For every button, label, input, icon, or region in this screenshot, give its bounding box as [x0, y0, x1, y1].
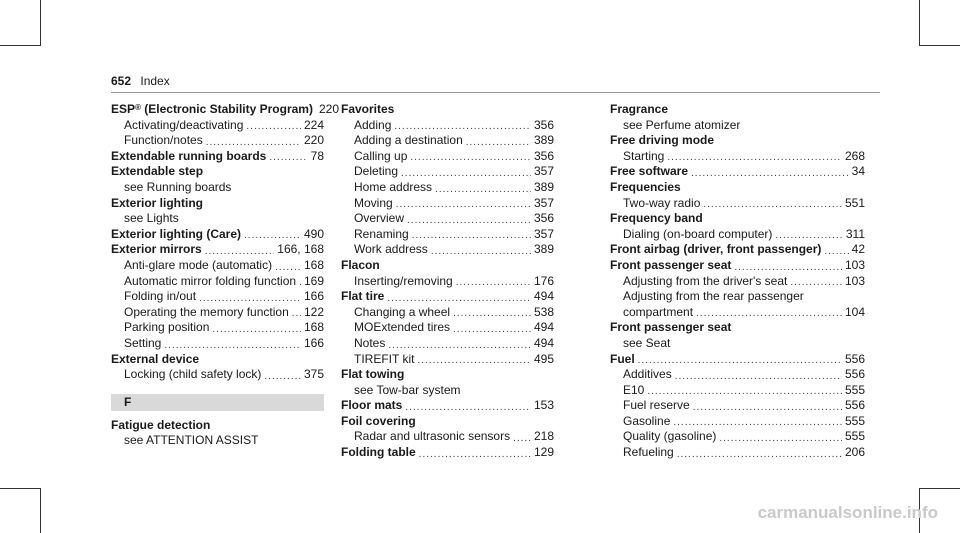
entry-term [341, 102, 394, 118]
leader-dots [667, 152, 842, 164]
entry-term [341, 289, 384, 305]
index-subentry [111, 367, 324, 383]
entry-term-text: Automatic mirror folding function [124, 273, 297, 288]
entry-term-text: Dialing (on-board computer) [623, 226, 773, 241]
page-reference: 551 [844, 195, 865, 210]
crop-mark [40, 488, 41, 533]
index-subentry [111, 274, 324, 290]
index-subentry [111, 258, 324, 274]
leader-dots [691, 168, 849, 180]
entry-term [354, 305, 450, 321]
entry-term [341, 258, 380, 274]
see-reference: see Tow-bar system [354, 382, 461, 397]
leader-dots [405, 402, 531, 414]
entry-term [354, 196, 393, 212]
entry-term [623, 227, 772, 243]
entry-term-text: Front airbag (driver, front passenger) [610, 242, 822, 257]
page-reference: 122 [303, 304, 324, 319]
index-entry [610, 102, 865, 118]
entry-term-text: Fuel [610, 351, 635, 366]
index-entry [111, 164, 324, 180]
entry-term-text: (Electronic Stability Program) [140, 102, 313, 116]
entry-term-text: Function/notes [124, 133, 203, 148]
leader-dots [396, 199, 531, 211]
entry-term-text: Folding table [341, 445, 416, 460]
index-subentry [341, 211, 554, 227]
leader-dots [164, 340, 301, 352]
entry-term [124, 118, 243, 134]
entry-term-text: E10 [623, 382, 645, 397]
leader-dots [419, 449, 531, 461]
leader-dots [675, 371, 842, 383]
index-subentry [341, 305, 554, 321]
entry-term [341, 414, 416, 430]
index-subentry [111, 336, 324, 352]
page-reference: 153 [533, 398, 554, 413]
page-reference: 268 [844, 148, 865, 163]
leader-dots [673, 417, 842, 429]
entry-term-text: Exterior lighting [111, 195, 204, 210]
entry-term [623, 305, 693, 321]
entry-term-text: Extendable step [111, 164, 204, 179]
entry-term [354, 211, 404, 227]
index-subentry [610, 274, 865, 290]
leader-dots [647, 386, 842, 398]
entry-term-text: Adding a destination [354, 133, 463, 148]
index-subentry [341, 274, 554, 290]
leader-dots [703, 199, 842, 211]
crop-mark [919, 0, 920, 46]
entry-term-text: Work address [354, 242, 428, 257]
leader-dots [513, 433, 531, 445]
leader-dots [431, 246, 531, 258]
entry-term-text: Parking position [124, 320, 210, 335]
index-entry [111, 227, 324, 243]
entry-term-text: Operating the memory function [124, 304, 289, 319]
page-reference: 166 [303, 335, 324, 350]
page-reference: 129 [533, 445, 554, 460]
entry-term [354, 164, 398, 180]
leader-dots [275, 262, 301, 274]
leader-dots [453, 308, 531, 320]
page-reference: 375 [303, 367, 324, 382]
entry-term [610, 180, 681, 196]
page-reference: 490 [303, 226, 324, 241]
entry-term [124, 305, 289, 321]
entry-term-text: MOExtended tires [354, 320, 451, 335]
index-entry [111, 418, 324, 434]
leader-dots [435, 184, 531, 196]
entry-term-text: Exterior mirrors [111, 242, 202, 257]
leader-dots [775, 230, 842, 242]
entry-term-text: Adjusting from the driver's seat [623, 273, 788, 288]
entry-term-text: Front passenger seat [610, 320, 732, 335]
leader-dots [790, 277, 842, 289]
entry-term-text: Free software [610, 164, 689, 179]
entry-term [354, 149, 407, 165]
page-number: 652 [111, 74, 132, 88]
entry-term-text: Free driving mode [610, 133, 715, 148]
entry-term [111, 164, 203, 180]
page-reference: 218 [533, 429, 554, 444]
index-subentry [341, 352, 554, 368]
index-subentry [341, 133, 554, 149]
entry-term [124, 274, 296, 290]
page-reference: 538 [533, 304, 554, 319]
see-reference: see Perfume atomizer [623, 117, 741, 132]
entry-term [623, 429, 716, 445]
page-reference: 357 [533, 195, 554, 210]
page-reference: 555 [844, 413, 865, 428]
index-entry [341, 102, 554, 118]
index-subentry [610, 227, 865, 243]
index-entry [610, 258, 865, 274]
watermark: carmanualsonline.info [757, 503, 938, 522]
index-entry [341, 289, 554, 305]
index-subentry [341, 242, 554, 258]
index-subentry [610, 414, 865, 430]
page-reference: 168 [303, 257, 324, 272]
index-subentry [610, 149, 865, 165]
leader-dots [677, 449, 842, 461]
page-title: Index [140, 74, 170, 88]
entry-term [111, 196, 203, 212]
page-reference: 356 [533, 211, 554, 226]
section-letter: F [111, 394, 324, 411]
entry-term [111, 149, 266, 165]
page-reference: 220 [303, 133, 324, 148]
entry-term-text: Flat towing [341, 367, 405, 382]
page-reference: 555 [844, 429, 865, 444]
entry-term-text: Floor mats [341, 398, 403, 413]
page-reference: 389 [533, 242, 554, 257]
leader-dots [212, 324, 301, 336]
page-reference: 311 [845, 226, 865, 241]
leader-dots [696, 308, 842, 320]
leader-dots [638, 355, 842, 367]
entry-term [341, 398, 402, 414]
leader-dots [205, 246, 275, 258]
entry-term [610, 242, 821, 258]
entry-term [610, 102, 668, 118]
page-reference: 103 [844, 273, 865, 288]
crop-mark [920, 45, 960, 46]
entry-term-text: Deleting [354, 164, 399, 179]
entry-term [610, 133, 714, 149]
entry-term-text: Moving [354, 195, 393, 210]
page-reference: 495 [533, 351, 554, 366]
index-subentry [111, 305, 324, 321]
page-reference: 356 [533, 117, 554, 132]
entry-term [124, 133, 203, 149]
index-entry [111, 352, 324, 368]
leader-dots [394, 121, 531, 133]
header-divider [111, 92, 880, 93]
leader-dots [388, 340, 531, 352]
entry-term-text: External device [111, 351, 200, 366]
index-entry [610, 133, 865, 149]
page-reference: 103 [844, 257, 865, 272]
entry-term-text: compartment [623, 304, 694, 319]
page-reference: 357 [533, 164, 554, 179]
entry-term [354, 336, 385, 352]
leader-dots [417, 355, 531, 367]
entry-term [623, 149, 664, 165]
index-entry [341, 398, 554, 414]
leader-dots [299, 277, 301, 289]
entry-term-text: Radar and ultrasonic sensors [354, 429, 511, 444]
page-reference: 78 [310, 148, 324, 163]
entry-term-text: Frequencies [610, 179, 681, 194]
leader-dots [719, 433, 842, 445]
entry-term-text: Anti-glare mode (automatic) [124, 257, 273, 272]
index-subentry [341, 320, 554, 336]
page-reference: 389 [533, 179, 554, 194]
entry-term-text: Extendable running boards [111, 148, 267, 163]
index-entry [610, 164, 865, 180]
page-reference: 556 [844, 367, 865, 382]
entry-term [354, 274, 453, 290]
leader-dots [264, 371, 301, 383]
entry-term [341, 445, 416, 461]
entry-term-text: ESP [111, 102, 136, 116]
entry-term [111, 102, 313, 118]
entry-term [111, 418, 210, 434]
see-reference: see Seat [623, 335, 671, 350]
entry-term [354, 352, 414, 368]
leader-dots [206, 137, 301, 149]
entry-term-text: Frequency band [610, 211, 703, 226]
index-subentry [341, 196, 554, 212]
index-subentry [111, 289, 324, 305]
entry-term-text: Flat tire [341, 289, 385, 304]
page-reference: 220 [318, 102, 339, 116]
leader-dots [824, 246, 848, 258]
entry-term-text: Inserting/removing [354, 273, 453, 288]
index-column-1 [111, 102, 339, 449]
leader-dots [244, 230, 301, 242]
crop-mark [40, 0, 41, 46]
index-subentry [111, 320, 324, 336]
crop-mark [920, 488, 960, 489]
index-entry [341, 258, 554, 274]
leader-dots [453, 324, 531, 336]
page-reference: 556 [844, 351, 865, 366]
index-subentry [341, 336, 554, 352]
entry-term [623, 414, 670, 430]
index-entry [610, 320, 865, 336]
leader-dots [292, 308, 301, 320]
entry-term [354, 429, 510, 445]
see-reference: see ATTENTION ASSIST [124, 433, 259, 448]
entry-term-text: TIREFIT kit [354, 351, 415, 366]
page-reference: 494 [533, 320, 554, 335]
entry-term [354, 227, 409, 243]
index-column-3 [610, 102, 865, 461]
page-reference: 357 [533, 226, 554, 241]
index-subentry [610, 367, 865, 383]
leader-dots [456, 277, 531, 289]
entry-term [610, 320, 731, 336]
leader-dots [387, 293, 531, 305]
entry-term-text: Refueling [623, 445, 674, 460]
index-entry [111, 149, 324, 165]
entry-term-text: Starting [623, 148, 665, 163]
leader-dots [269, 152, 307, 164]
entry-term [623, 274, 787, 290]
entry-term-text: Home address [354, 179, 433, 194]
index-subentry [610, 398, 865, 414]
entry-term [341, 367, 404, 383]
page-reference: 42 [851, 242, 865, 257]
see-reference: see Running boards [124, 179, 232, 194]
entry-term-text: Activating/deactivating [124, 117, 244, 132]
index-subentry [111, 133, 324, 149]
leader-dots [734, 262, 842, 274]
entry-term [124, 289, 196, 305]
entry-term-text: Adding [354, 117, 392, 132]
entry-term-text: Foil covering [341, 413, 416, 428]
entry-term [623, 367, 672, 383]
index-subentry [341, 180, 554, 196]
entry-term [354, 118, 391, 134]
entry-term [111, 242, 202, 258]
leader-dots [412, 230, 531, 242]
entry-term [124, 367, 261, 383]
entry-term [354, 320, 450, 336]
entry-term-text: Two-way radio [623, 195, 701, 210]
entry-term-text: Locking (child safety lock) [124, 367, 262, 382]
entry-term-text: Notes [354, 335, 386, 350]
index-entry [111, 242, 324, 258]
entry-term [610, 164, 688, 180]
index-subentry [610, 383, 865, 399]
index-subentry [111, 118, 324, 134]
leader-dots [246, 121, 301, 133]
entry-term [354, 242, 428, 258]
entry-term [623, 383, 644, 399]
page-header [111, 74, 170, 88]
entry-term-text: Renaming [354, 226, 409, 241]
entry-term [354, 133, 463, 149]
index-subentry [610, 196, 865, 212]
page-reference: 356 [533, 148, 554, 163]
page-reference: 169 [303, 273, 324, 288]
entry-term-text: Setting [124, 335, 162, 350]
entry-term [623, 196, 700, 212]
index-entry [610, 242, 865, 258]
index-entry [610, 180, 865, 196]
index-entry [610, 352, 865, 368]
index-entry [341, 414, 554, 430]
entry-term-text: Calling up [354, 148, 408, 163]
entry-term [610, 211, 703, 227]
index-subentry [341, 149, 554, 165]
entry-term [610, 352, 635, 368]
entry-term-text: Gasoline [623, 413, 671, 428]
index-subentry [341, 118, 554, 134]
see-reference: Adjusting from the rear passenger [623, 289, 804, 304]
entry-term-text: Changing a wheel [354, 304, 451, 319]
page-reference: 224 [303, 117, 324, 132]
entry-term [623, 445, 674, 461]
index-entry [111, 102, 339, 118]
index-entry [341, 367, 554, 383]
index-subentry [610, 305, 865, 321]
index-subentry [610, 445, 865, 461]
entry-term [610, 258, 731, 274]
leader-dots [199, 293, 301, 305]
see-reference: see Lights [124, 211, 179, 226]
entry-term [124, 258, 272, 274]
index-subentry [341, 429, 554, 445]
entry-term [124, 320, 209, 336]
entry-term-text: Fatigue detection [111, 417, 211, 432]
entry-term-text: Folding in/out [124, 289, 197, 304]
entry-term [124, 336, 161, 352]
page-reference: 34 [851, 164, 865, 179]
index-entry [111, 196, 324, 212]
entry-term [354, 180, 432, 196]
index-subentry [610, 429, 865, 445]
entry-term-text: Flacon [341, 257, 380, 272]
registered-mark: ® [135, 103, 141, 112]
leader-dots [410, 152, 531, 164]
leader-dots [693, 402, 842, 414]
entry-term-text: Fuel reserve [623, 398, 690, 413]
page-reference: 206 [844, 445, 865, 460]
entry-term [623, 398, 690, 414]
entry-term-text: Favorites [341, 102, 395, 116]
crop-mark [0, 488, 40, 489]
index-column-2 [341, 102, 554, 461]
page-reference: 556 [844, 398, 865, 413]
index-subentry [341, 227, 554, 243]
entry-term-text: Front passenger seat [610, 257, 732, 272]
entry-term-text: Overview [354, 211, 405, 226]
entry-term-text: Exterior lighting (Care) [111, 226, 242, 241]
leader-dots [466, 137, 531, 149]
index-entry [610, 211, 865, 227]
entry-term [111, 227, 241, 243]
page-reference: 104 [844, 304, 865, 319]
index-entry [341, 445, 554, 461]
page-reference: 176 [533, 273, 554, 288]
index-subentry [341, 164, 554, 180]
page-reference: 494 [533, 335, 554, 350]
entry-term-text: Quality (gasoline) [623, 429, 717, 444]
crop-mark [0, 45, 40, 46]
leader-dots [407, 215, 531, 227]
page-reference: 389 [533, 133, 554, 148]
page-reference: 555 [844, 382, 865, 397]
page-reference: 166, 168 [277, 242, 324, 257]
entry-term [111, 352, 199, 368]
leader-dots [401, 168, 531, 180]
page-reference: 168 [303, 320, 324, 335]
page-reference: 166 [303, 289, 324, 304]
entry-term-text: Additives [623, 367, 672, 382]
page-reference: 494 [533, 289, 554, 304]
entry-term-text: Fragrance [610, 102, 669, 116]
